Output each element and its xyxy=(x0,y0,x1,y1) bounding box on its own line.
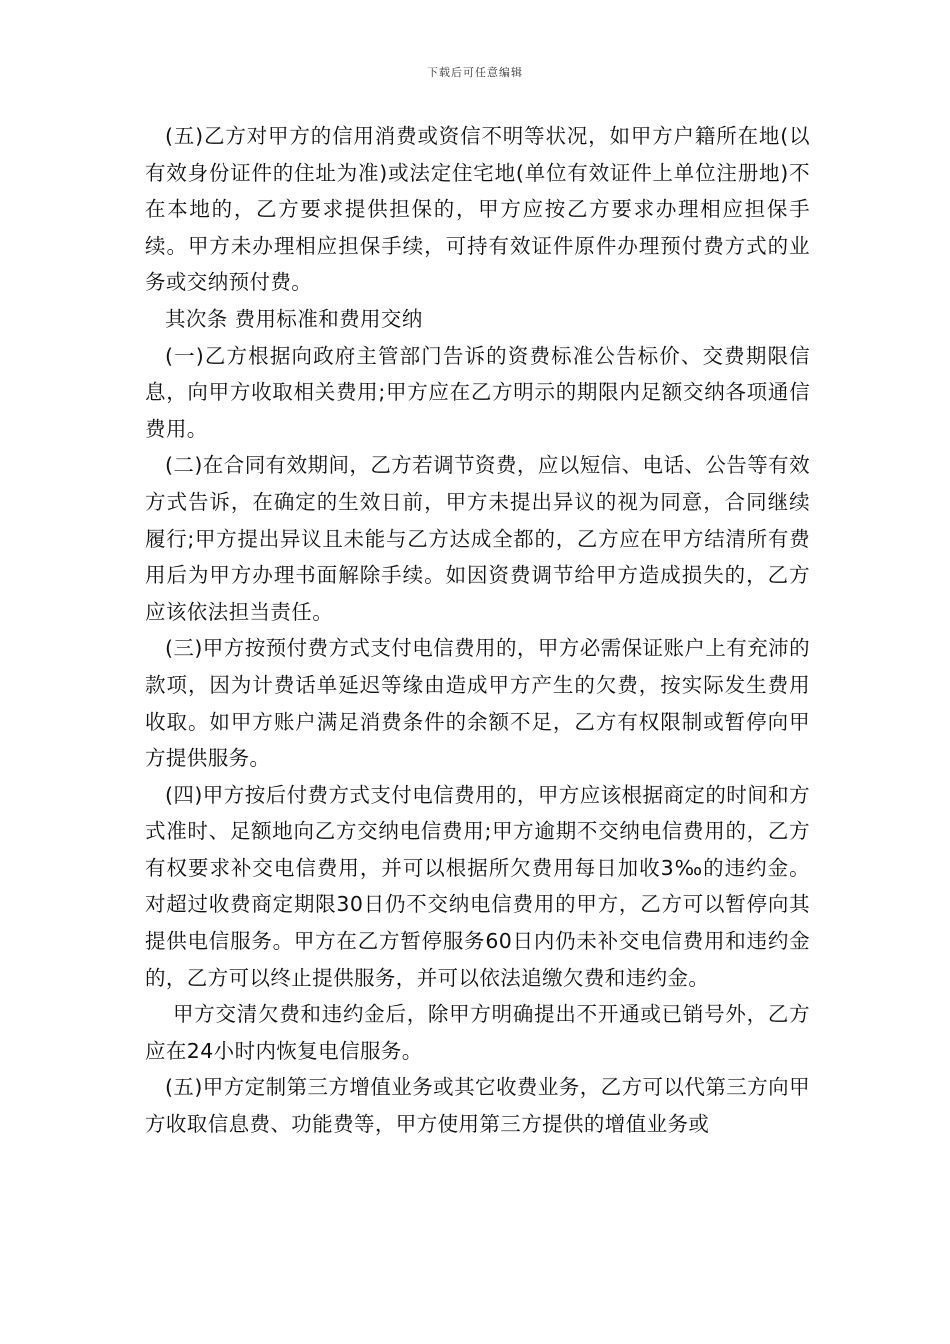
paragraph-fee-standard: (一)乙方根据向政府主管部门告诉的资费标准公告标价、交费期限信息，向甲方收取相关费用;甲方应在乙方明示的期限内足额交纳各项通信费用。 xyxy=(145,343,810,441)
paragraph-guarantee: (五)乙方对甲方的信用消费或资信不明等状况，如甲方户籍所在地(以有效身份证件的住址为准)或法定住宅地(单位有效证件上单位注册地)不在本地的，乙方要求提供担保的，甲方应按乙方要求办理相应担保手续。甲方未办理相应担保手续，可持有效证件原件办理预付费方式的业务或交纳预付费。 xyxy=(145,124,810,295)
paragraph-prepaid: (三)甲方按预付费方式支付电信费用的，甲方必需保证账户上有充沛的款项，因为计费话单延迟等缘由造成甲方产生的欠费，按实际发生费用收取。如甲方账户满足消费条件的余额不足，乙方有权限制或暂停向甲方提供服务。 xyxy=(145,636,810,771)
paragraph-postpaid: (四)甲方按后付费方式支付电信费用的，甲方应该根据商定的时间和方式准时、足额地向乙方交纳电信费用;甲方逾期不交纳电信费用的，乙方有权要求补交电信费用，并可以根据所欠费用每日加收3‰的违约金。对超过收费商定期限30日仍不交纳电信费用的甲方，乙方可以暂停向其提供电信服务。甲方在乙方暂停服务60日内仍未补交电信费用和违约金的，乙方可以终止提供服务，并可以依法追缴欠费和违约金。 xyxy=(145,782,810,990)
paragraph-third-party: (五)甲方定制第三方增值业务或其它收费业务，乙方可以代第三方向甲方收取信息费、功能费等，甲方使用第三方提供的增值业务或 xyxy=(145,1075,810,1137)
section-heading-fees: 其次条 费用标准和费用交纳 xyxy=(165,306,423,331)
paragraph-service-restore: 甲方交清欠费和违约金后，除甲方明确提出不开通或已销号外，乙方应在24小时内恢复电信服务。 xyxy=(145,1002,810,1063)
document-body xyxy=(145,118,810,1143)
paragraph-fee-adjustment: (二)在合同有效期间，乙方若调节资费，应以短信、电话、公告等有效方式告诉，在确定的生效日前，甲方未提出异议的视为同意，合同继续履行;甲方提出异议且未能与乙方达成全都的，乙方应在甲方结清所有费用后为甲方办理书面解除手续。如因资费调节给甲方造成损失的，乙方应该依法担当责任。 xyxy=(145,453,810,624)
page-header-note: 下载后可任意编辑 xyxy=(427,66,523,79)
